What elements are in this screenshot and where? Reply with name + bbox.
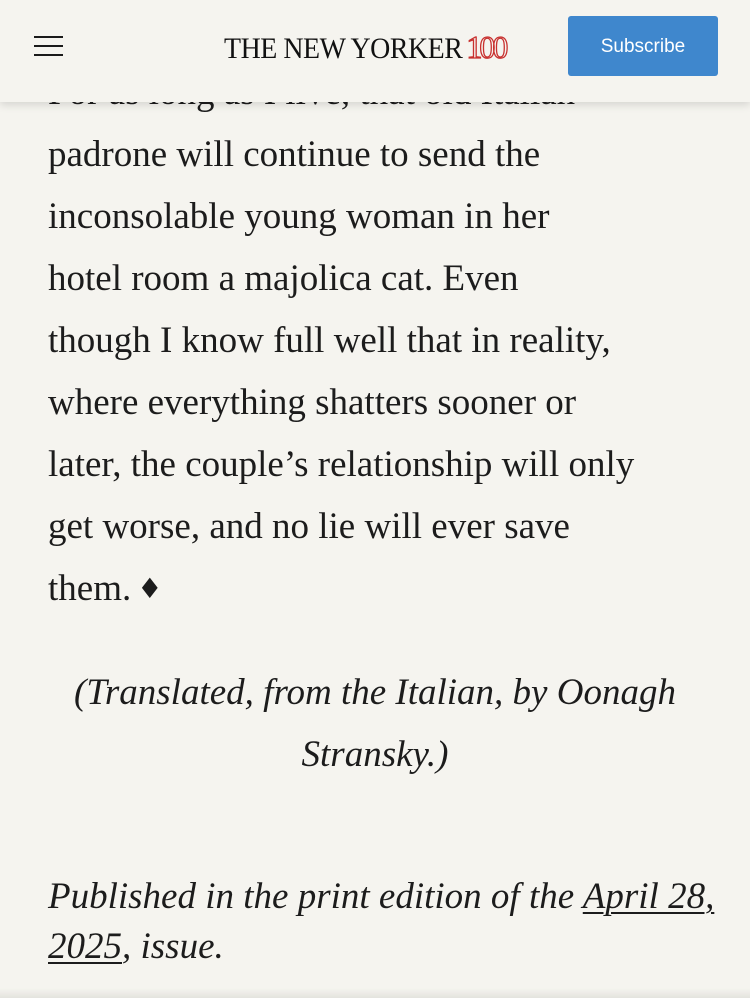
paragraph-line: padrone will continue to send the <box>48 134 541 175</box>
paragraph-line: hotel room a majolica cat. Even <box>48 258 519 299</box>
paragraph-last-line <box>48 558 718 620</box>
hamburger-menu-icon[interactable] <box>34 34 63 58</box>
translator-credit-line-2: Stransky.) <box>301 734 449 775</box>
menu-bar <box>34 45 63 47</box>
logo-centennial-number: 100 <box>466 29 506 65</box>
paragraph-line: later, the couple’s relationship will only <box>48 444 635 485</box>
print-edition-note <box>48 872 718 972</box>
logo-wordmark: THE NEW YORKER <box>224 32 463 65</box>
end-mark-diamond-icon: ♦ <box>137 572 163 605</box>
issue-date-link[interactable]: April 28, 2025 <box>48 876 715 967</box>
site-logo[interactable] <box>224 29 505 63</box>
bottom-edge-shadow <box>0 988 750 998</box>
translator-credit-line-1: (Translated, from the Italian, by Oonagh <box>74 672 676 713</box>
menu-bar <box>34 36 63 38</box>
paragraph-line-text: them. <box>48 568 132 609</box>
paragraph-line: inconsolable young woman in her <box>48 196 550 237</box>
paragraph-line: where everything shatters sooner or <box>48 382 577 423</box>
translator-credit <box>30 662 720 786</box>
subscribe-button[interactable]: Subscribe <box>568 16 718 76</box>
paragraph-line: though I know full well that in reality, <box>48 320 611 361</box>
menu-bar <box>34 54 63 56</box>
print-edition-suffix: , issue. <box>122 926 224 967</box>
paragraph-line: get worse, and no lie will ever save <box>48 506 570 547</box>
article-paragraph <box>48 124 718 620</box>
site-header <box>0 0 750 102</box>
print-edition-prefix: Published in the print edition of the <box>48 876 575 917</box>
